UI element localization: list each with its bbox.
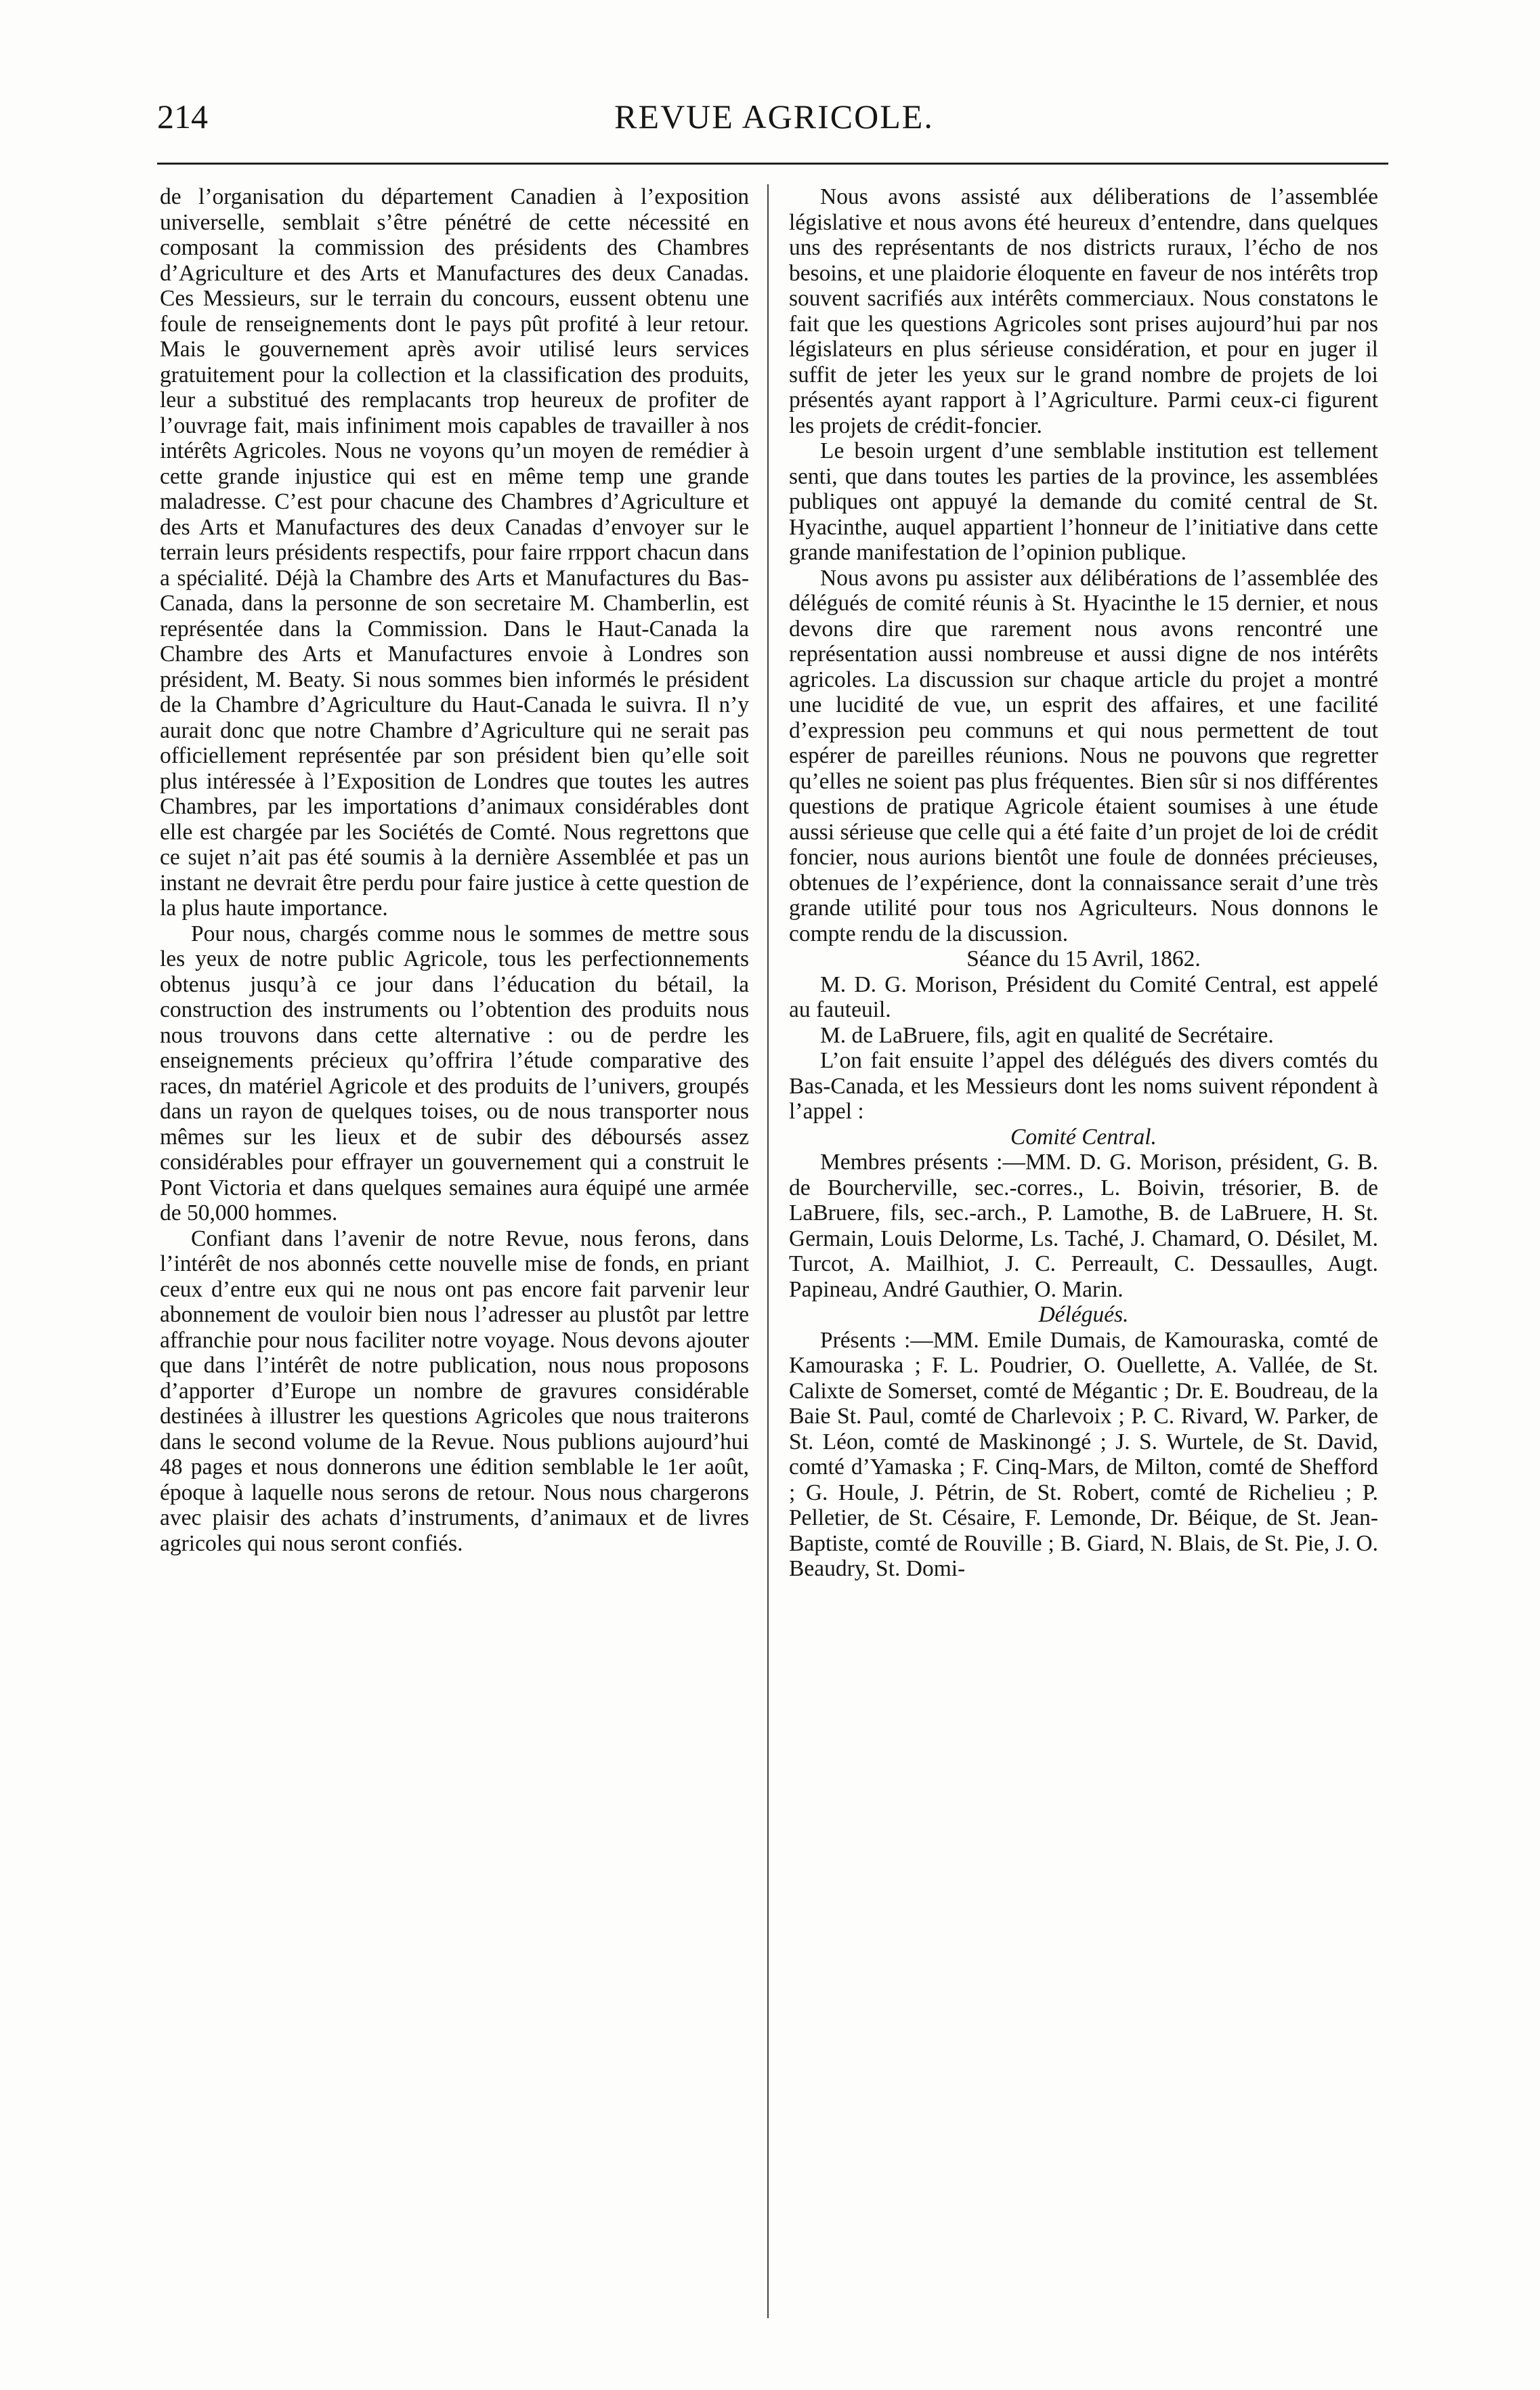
right-paragraph-1: Nous avons assisté aux déliberations de l’assemblée législative et nous avons été heureux d’entendre, dans quelques uns des représentants de nos districts ruraux, l’écho de nos besoins, et une plaidorie éloquente en faveur de nos intérêts trop souvent sacrifiés aux intérêts commerciaux. Nous constatons le fait que les questions Agricoles sont prises aujourd’hui par nos législateurs en plus sérieuse considération, et pour en juger il suffit de jeter les yeux sur le grand nombre de projets de loi présentés ayant rapport à l’Agriculture. Parmi ceux-ci figurent les projets de crédit-foncier. [789,184,1378,438]
session-heading: Séance du 15 Avril, 1862. [966,946,1201,971]
comite-central-heading: Comité Central. [1010,1124,1157,1150]
delegues-heading: Délégués. [1038,1302,1129,1327]
page-header [157,92,1391,141]
right-paragraph-8: Présents :—MM. Emile Dumais, de Kamouraska, comté de Kamouraska ; F. L. Poudrier, O. Ouellette, A. Vallée, de St. Calixte de Somerset, comté de Mégantic ; Dr. E. Boudreau, de la Baie St. Paul, comté de Charlevoix ; P. C. Rivard, W. Parker, de St. Léon, comté de Maskinongé ; J. S. Wurtele, de St. David, comté d’Yamaska ; F. Cinq-Mars, de Milton, comté de Shefford ; G. Houle, J. Pétrin, de St. Robert, comté de Richelieu ; P. Pelletier, de St. Césaire, F. Lemonde, Dr. Béique, de St. Jean-Baptiste, comté de Rouville ; B. Giard, N. Blais, de St. Pie, J. O. Beaudry, St. Domi- [789,1327,1378,1581]
running-title: REVUE AGRICOLE. [614,98,934,135]
left-column [160,184,749,2318]
right-paragraph-3: Nous avons pu assister aux délibérations de l’assemblée des délégués de comité réunis à St. Hyacinthe le 15 dernier, et nous devons dire que rarement nous avons rencontré une représentation aussi nombreuse et aussi digne de nos intérêts agricoles. La discussion sur chaque article du projet a montré une lucidité de vue, un esprit des affaires, et une facilité d’expression peu communs et qui nous permettent de tout espérer de pareilles réunions. Nous ne pouvons que regretter qu’elles ne soient pas plus fréquentes. Bien sûr si nos différentes questions de pratique Agricole étaient soumises à une étude aussi sérieuse que celle qui a été faite d’un projet de loi de crédit foncier, nous aurions bientôt une foule de données précieuses, obtenues de l’expérience, dont la connaissance serait d’une très grande utilité pour tous nos Agriculteurs. Nous donnons le compte rendu de la discussion. [789,565,1378,946]
left-paragraph-1: de l’organisation du département Canadien à l’exposition universelle, semblait s’être pénétré de cette nécessité en composant la commission des présidents des Chambres d’Agriculture et des Arts et Manufactures des deux Canadas. Ces Messieurs, sur le terrain du concours, eussent obtenu une foule de renseignements dont le pays pût profité à leur retour. Mais le gouvernement après avoir utilisé leurs services gratuitement pour la collection et la classification des produits, leur a substitué des remplacants trop heureux de profiter de l’ouvrage fait, mais infiniment mois capables de travailler à nos intérêts Agricoles. Nous ne voyons qu’un moyen de remédier à cette grande injustice qui est en même temp une grande maladresse. C’est pour chacune des Chambres d’Agriculture et des Arts et Manufactures des deux Canadas d’envoyer sur le terrain leurs présidents respectifs, pour faire rrpport chacun dans a spécialité. Déjà la Chambre des Arts et Manufactures du Bas-Canada, dans la personne de son secretaire M. Chamberlin, est représentée dans la Commission. Dans le Haut-Canada la Chambre des Arts et Manufactures envoie à Londres son président, M. Beaty. Si nous sommes bien informés le président de la Chambre d’Agriculture du Haut-Canada le suivra. Il n’y aurait donc que notre Chambre d’Agriculture qui ne serait pas officiellement représentée par son président bien qu’elle soit plus intéressée à l’Exposition de Londres que toutes les autres Chambres, par les importations d’animaux considérables dont elle est chargée par les Sociétés de Comté. Nous regrettons que ce sujet n’ait pas été soumis à la dernière Assemblée et pas un instant ne devrait être perdu pour faire justice à cette question de la plus haute importance. [160,184,749,921]
right-paragraph-6: L’on fait ensuite l’appel des délégués des divers comtés du Bas-Canada, et les Messieurs dont les noms suivent répondent à l’appel : [789,1048,1378,1124]
page-number: 214 [157,98,208,135]
right-paragraph-5: M. de LaBruere, fils, agit en qualité de Secrétaire. [820,1022,1274,1048]
left-paragraph-2: Pour nous, chargés comme nous le sommes de mettre sous les yeux de notre public Agricole, tous les perfectionnements obtenus jusqu’à ce jour dans l’éducation du bétail, la construction des instruments ou l’obtention des produits nous nous trouvons dans cette alternative : ou de perdre les enseignements précieux qu’offrira l’étude comparative des races, dn matériel Agricole et des produits de l’univers, groupés dans un rayon de quelques toises, ou de nous transporter nous mêmes sur les lieux et de subir des déboursés assez considérables pour effrayer un gouvernement qui a construit le Pont Victoria et dans quelques semaines aura équipé une armée de 50,000 hommes. [160,921,749,1225]
left-paragraph-3: Confiant dans l’avenir de notre Revue, nous ferons, dans l’intérêt de nos abonnés cette nouvelle mise de fonds, en priant ceux d’entre eux qui ne nous ont pas encore fait parvenir leur abonnement de vouloir bien nous l’adresser au plustôt par lettre affranchie pour nous faciliter notre voyage. Nous devons ajouter que dans l’intérêt de notre publication, nous nous proposons d’apporter d’Europe un nombre de gravures considérable destinées à illustrer les questions Agricoles que nous traiterons dans le second volume de la Revue. Nous publions aujourd’hui 48 pages et nous donnerons une édition semblable le 1er août, époque à laquelle nous serons de retour. Nous nous chargerons avec plaisir des achats d’instruments, d’animaux et de livres agricoles qui nous seront confiés. [160,1225,749,1556]
right-paragraph-2: Le besoin urgent d’une semblable institution est tellement senti, que dans toutes les parties de la province, les assemblées publiques ont appuyé la demande du comité central de St. Hyacinthe, auquel appartient l’honneur de l’initiative dans cette grande manifestation de l’opinion publique. [789,438,1378,565]
right-paragraph-7: Membres présents :—MM. D. G. Morison, président, G. B. de Bourcherville, sec.-corres., L. Boivin, trésorier, B. de LaBruere, fils, sec.-arch., P. Lamothe, B. de LaBruere, H. St. Germain, Louis Delorme, Ls. Taché, J. Chamard, O. Désilet, M. Turcot, A. Mailhiot, J. C. Perreault, C. Dessaulles, Augt. Papineau, André Gauthier, O. Marin. [789,1150,1378,1302]
column-divider [767,184,769,2318]
header-rule [157,163,1388,165]
right-column [789,184,1378,2318]
right-paragraph-4: M. D. G. Morison, Président du Comité Central, est appelé au fauteuil. [789,971,1378,1022]
